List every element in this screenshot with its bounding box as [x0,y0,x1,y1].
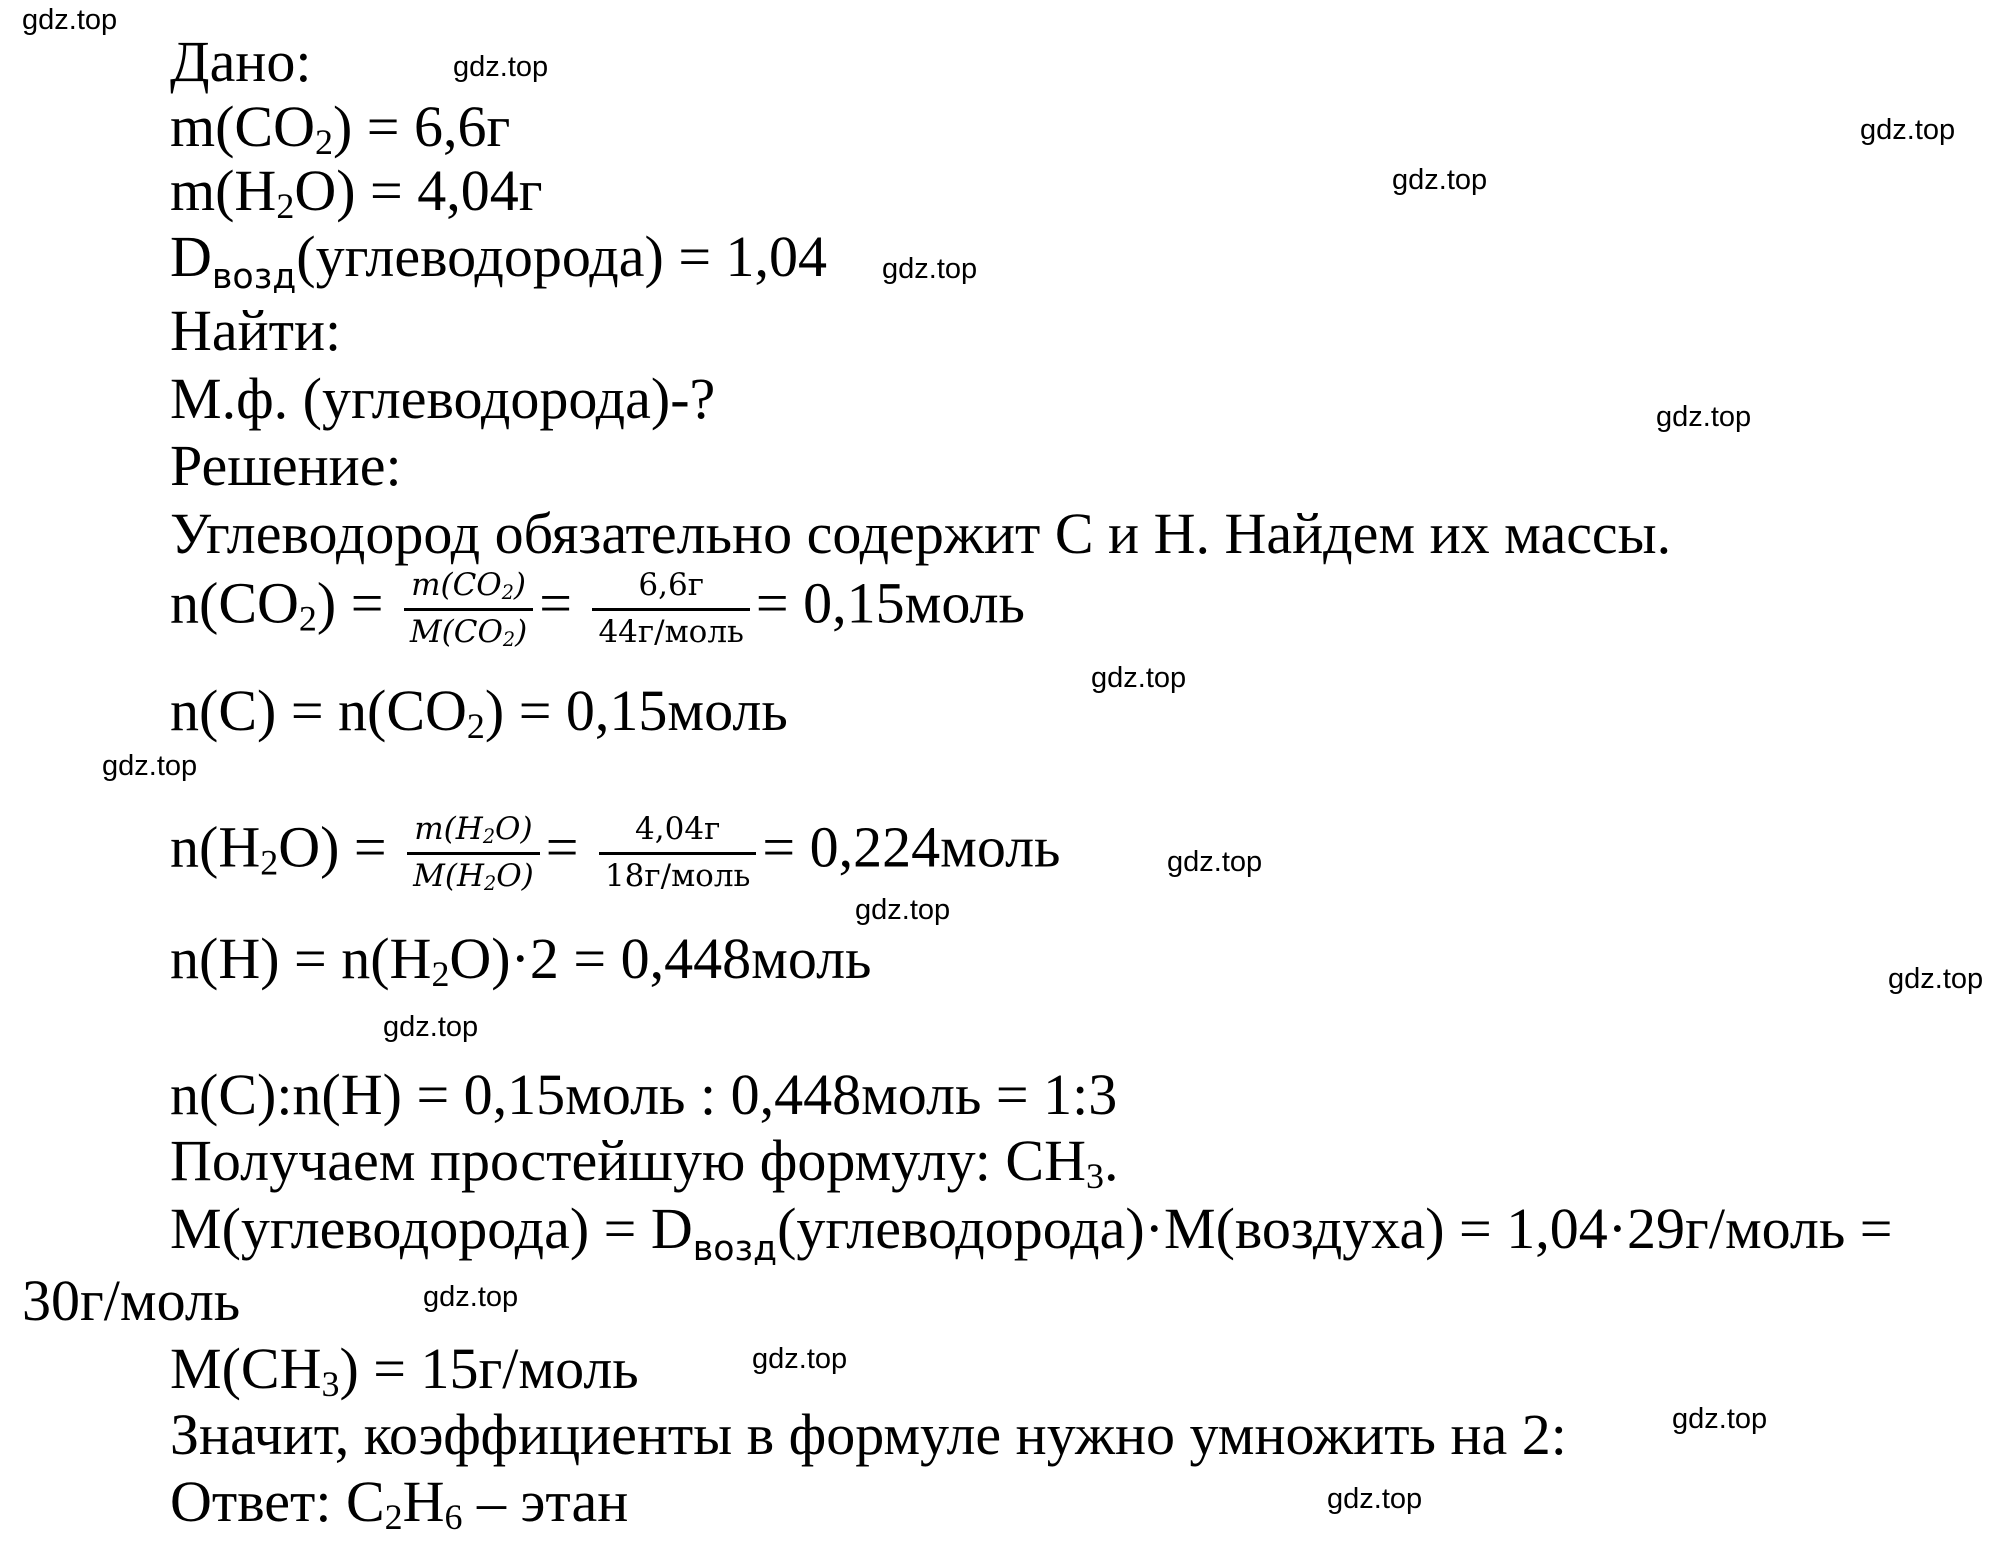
given-air-density: $D_{возд}(углеводорода) = 1,04$ [170,224,828,298]
watermark: gdz.top [752,1343,848,1375]
given-mass-co2: $m(CO_2) = 6,6г$ [170,94,511,162]
fraction-mass-over-molar-h2o: $\frac{m(H_2O)}{M(H_2O)}$ [407,812,540,894]
solution-heading: Решение: [170,433,402,498]
answer: Ответ: $C_2H_6$ – этан [170,1469,629,1537]
watermark: gdz.top [1167,846,1263,878]
watermark: gdz.top [1091,662,1187,694]
given-heading: Дано: [170,29,312,94]
watermark: gdz.top [1860,114,1956,146]
watermark: gdz.top [22,4,118,36]
moles-co2-equation: $n(CO_2)$ = $\frac{m(CO_2)}{M(CO_2)}$ = $\frac{6,6г}{\text{44г/моль}}$ = 0,15моль [170,567,1025,651]
watermark: gdz.top [423,1281,519,1313]
watermark: gdz.top [855,894,951,926]
watermark: gdz.top [1392,164,1488,196]
molar-mass-hydrocarbon-continued: 30г/моль [22,1268,241,1333]
find-heading: Найти: [170,298,342,363]
moles-hydrogen: $n(H) = n(H_2O)\cdot 2$ = 0,448моль [170,926,872,994]
molar-mass-ch3: $M(CH_3)$ = 15г/моль [170,1336,639,1404]
solution-intro: Углеводород обязательно содержит C и H. Найдем их массы. [170,501,1672,566]
watermark: gdz.top [453,51,549,83]
watermark: gdz.top [102,750,198,782]
molar-mass-hydrocarbon: M(углеводорода) = $D_{возд}(углеводорода)\cdot M(воздуха)$ = 1,04·29г/моль = [170,1196,1893,1270]
fraction-mass-over-molar-co2: $\frac{m(CO_2)}{M(CO_2)}$ [404,568,533,650]
moles-h2o-equation: $n(H_2O)$ = $\frac{m(H_2O)}{M(H_2O)}$ = $\frac{4,04г}{\text{18г/моль}}$ = 0,224моль [170,811,1061,895]
moles-carbon: $n(C) = n(CO_2)$ = 0,15моль [170,678,788,746]
coefficient-note: Значит, коэффициенты в формуле нужно умножить на 2: [170,1402,1567,1467]
fraction-values-co2: $\frac{6,6г}{\text{44г/моль}}$ [592,568,749,650]
watermark: gdz.top [1327,1483,1423,1515]
watermark: gdz.top [882,253,978,285]
simplest-formula: Получаем простейшую формулу: $CH_3$. [170,1128,1119,1196]
given-mass-h2o: $m(H_2O) = 4,04г$ [170,158,543,226]
mole-ratio: n(C):n(H) = 0,15моль : 0,448моль = 1:3 [170,1062,1118,1127]
watermark: gdz.top [383,1011,479,1043]
fraction-values-h2o: $\frac{4,04г}{\text{18г/моль}}$ [599,812,756,894]
find-formula: М.ф. (углеводорода)-? [170,366,716,431]
watermark: gdz.top [1672,1403,1768,1435]
watermark: gdz.top [1656,401,1752,433]
watermark: gdz.top [1888,963,1984,995]
